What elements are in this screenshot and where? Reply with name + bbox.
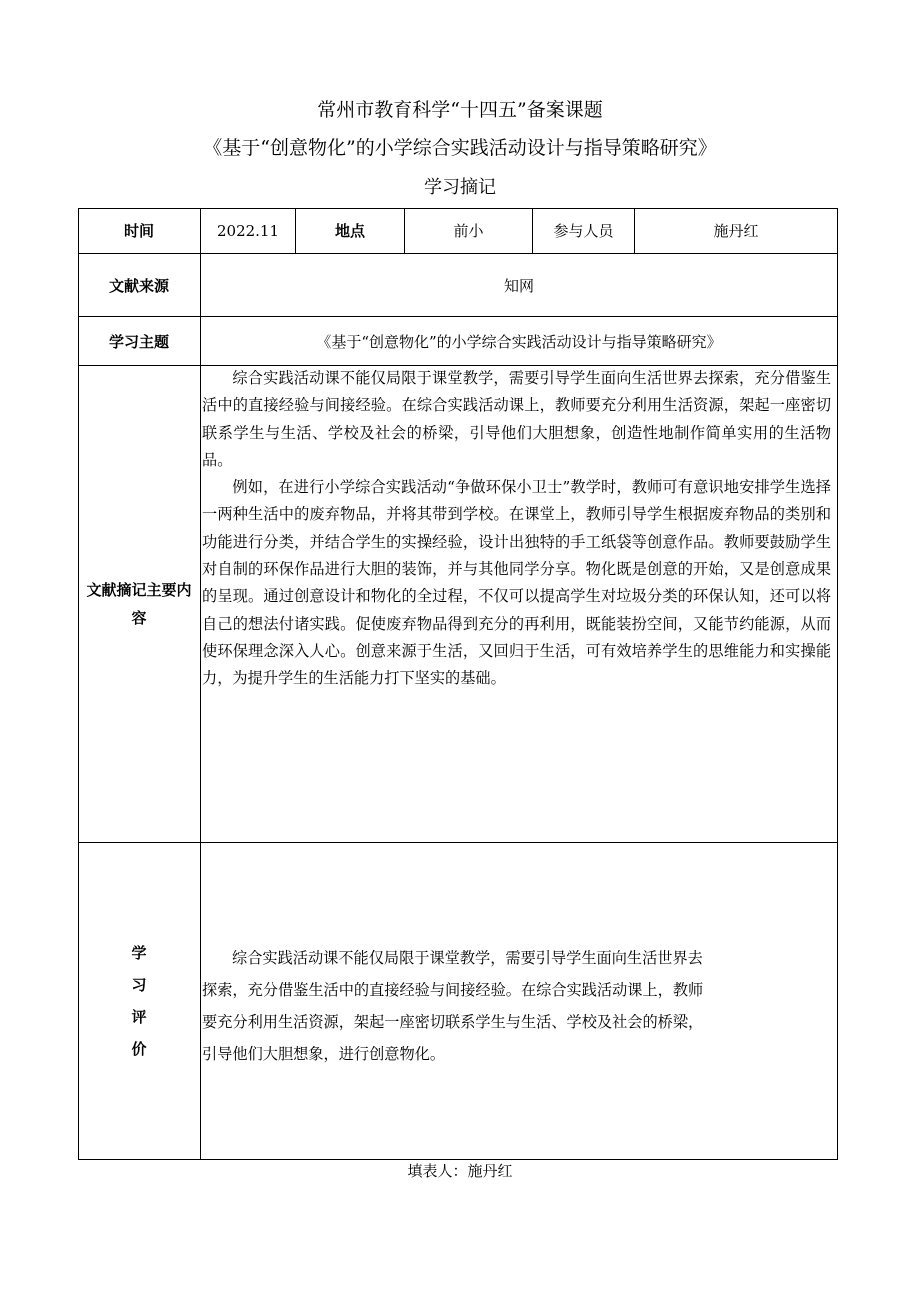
time-label: 时间 (123, 222, 154, 240)
excerpt-paragraph: 综合实践活动课不能仅局限于课堂教学，需要引导学生面向生活世界去探索，充分借鉴生活中的直接经验与间接经验。在综合实践活动课上，教师要充分利用生活资源，架起一座密切联系学生与生活、学校及社会的桥梁，引导他们大胆想象，创造性地制作简单实用的生活物品。 (202, 369, 831, 469)
evaluation-content (202, 942, 832, 1070)
evaluation-label-char: 评 (131, 1008, 147, 1026)
filled-by: 填表人：施丹红 (407, 1162, 513, 1180)
topic-value: 《基于“创意物化”的小学综合实践活动设计与指导策略研究》 (316, 332, 722, 351)
topic-label: 学习主题 (108, 332, 169, 351)
evaluation-label-char: 习 (131, 976, 147, 994)
evaluation-line: 综合实践活动课不能仅局限于课堂教学，需要引导学生面向生活世界去 (232, 949, 703, 967)
participants-value: 施丹红 (713, 222, 759, 240)
source-label: 文献来源 (108, 276, 169, 295)
place-value: 前小 (453, 222, 484, 240)
evaluation-line: 探索，充分借鉴生活中的直接经验与间接经验。在综合实践活动课上，教师 (202, 981, 704, 999)
table-border-right (837, 208, 838, 1160)
document-title: 学习摘记 (424, 177, 496, 198)
study-notes-table (78, 208, 838, 1160)
evaluation-line: 引导他们大胆想象，进行创意物化。 (202, 1045, 445, 1063)
row-divider (78, 842, 838, 843)
source-value: 知网 (503, 276, 534, 295)
evaluation-label-char: 学 (131, 944, 147, 962)
evaluation-label-char: 价 (131, 1040, 147, 1058)
place-label: 地点 (334, 222, 365, 240)
research-title: 《基于“创意物化”的小学综合实践活动设计与指导策略研究》 (203, 137, 717, 159)
excerpt-content (202, 365, 831, 693)
time-value: 2022.11 (216, 221, 280, 240)
evaluation-line: 要充分利用生活资源，架起一座密切联系学生与生活、学校及社会的桥梁， (202, 1013, 704, 1031)
project-title: 常州市教育科学“十四五”备案课题 (317, 99, 603, 121)
evaluation-label (78, 937, 200, 1065)
excerpt-paragraph: 例如，在进行小学综合实践活动“争做环保小卫士”教学时，教师可有意识地安排学生选择一两种生活中的废弃物品，并将其带到学校。在课堂上，教师引导学生根据废弃物品的类别和功能进行分类，并结合学生的实操经验，设计出独特的手工纸袋等创意作品。教师要鼓励学生对自制的环保作品进行大胆的装饰，并与其他同学分享。物化既是创意的开始，又是创意成果的呈现。通过创意设计和物化的全过程，不仅可以提高学生对垃圾分类的环保认知，还可以将自己的想法付诸实践。促使废弃物品得到充分的再利用，既能装扮空间，又能节约能源，从而使环保理念深入人心。创意来源于生活，又回归于生活，可有效培养学生的思维能力和实操能力，为提升学生的生活能力打下坚实的基础。 (202, 478, 831, 688)
excerpt-label: 文献摘记主要内容 (86, 581, 192, 627)
participants-label: 参与人员 (553, 222, 614, 240)
